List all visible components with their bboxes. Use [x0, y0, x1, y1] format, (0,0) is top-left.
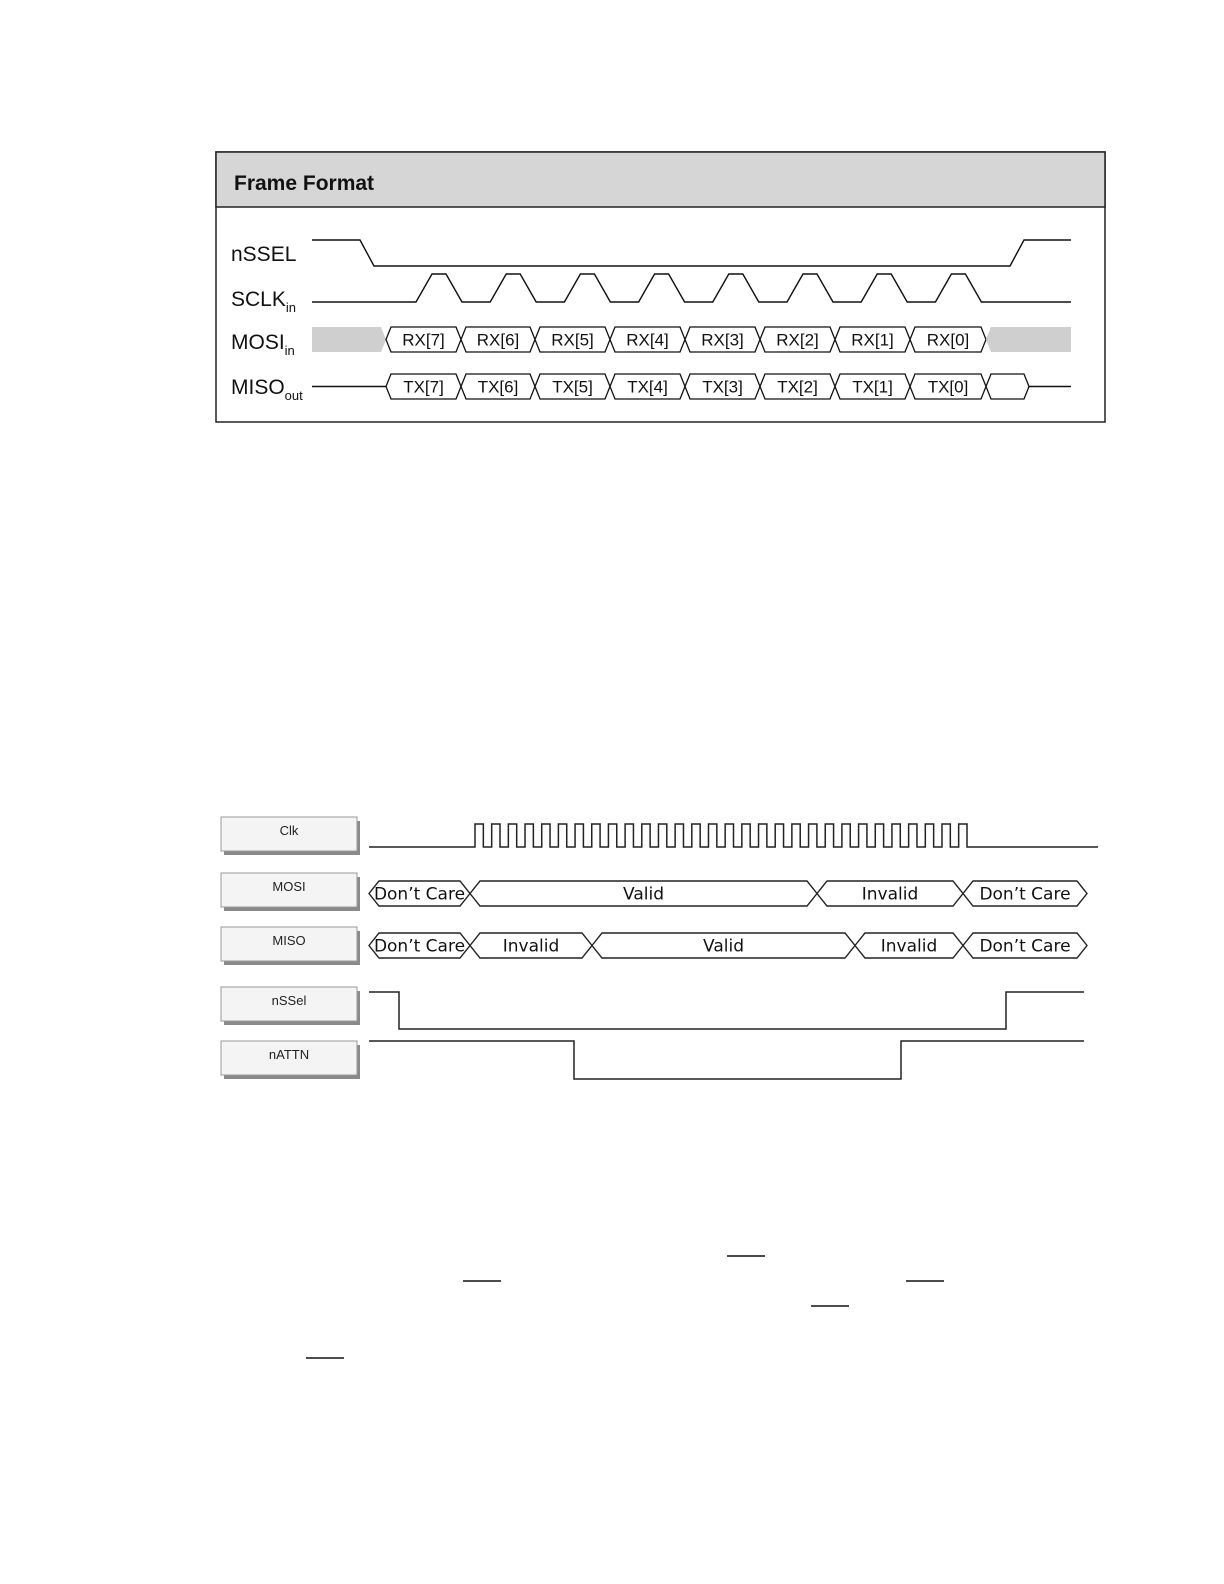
- bit-label: TX[1]: [852, 377, 893, 397]
- signal-button-label: MOSI: [272, 879, 306, 894]
- signal-button-miso: [221, 927, 360, 965]
- miso-segment-label: Invalid: [880, 936, 938, 957]
- bit-label: RX[2]: [776, 330, 819, 350]
- nattn-waveform: [369, 1041, 1084, 1079]
- signal-button-label: Clk: [279, 823, 299, 838]
- mosi-bus: [369, 881, 1087, 906]
- signal-button-label: MISO: [272, 933, 306, 948]
- clk-waveform: [369, 824, 1098, 847]
- sclk-label: $SCLK_{in}$: [231, 288, 296, 315]
- frame-format-title: Frame Format: [234, 172, 375, 195]
- signal-button-nssel: [221, 987, 360, 1025]
- bit-label: TX[4]: [627, 377, 668, 397]
- mosi-segment-label: Invalid: [861, 884, 919, 905]
- miso-bus: [312, 374, 1071, 399]
- nssel-waveform: [369, 992, 1084, 1029]
- miso-label: $MISO_{out}$: [231, 376, 303, 403]
- bit-label: RX[3]: [701, 330, 744, 350]
- miso-bus: [369, 933, 1087, 958]
- miso-segment-label: Valid: [703, 936, 744, 957]
- bit-cell-empty: [986, 374, 1029, 399]
- mosi-label: $MOSI_{in}$: [231, 331, 295, 358]
- mosi-dont-care-region: [986, 327, 1071, 352]
- bit-label: TX[5]: [552, 377, 593, 397]
- signal-button-clk: [221, 817, 360, 855]
- bit-label: TX[6]: [477, 377, 519, 397]
- signal-button-label: nATTN: [268, 1047, 310, 1062]
- bit-label: TX[7]: [403, 377, 444, 397]
- bit-label: RX[0]: [926, 330, 970, 350]
- bit-label: RX[7]: [402, 330, 445, 350]
- frame-format-figure: [216, 152, 1105, 422]
- bit-label: RX[4]: [626, 330, 669, 350]
- bit-label: TX[0]: [927, 377, 969, 397]
- signal-button-label: nSSel: [271, 993, 307, 1008]
- mosi-segment-label: Don’t Care: [979, 884, 1071, 905]
- mosi-segment-label: Don’t Care: [373, 884, 466, 905]
- bit-label: RX[5]: [551, 330, 594, 350]
- bit-label: RX[1]: [851, 330, 894, 350]
- bit-label: TX[2]: [777, 377, 818, 397]
- overline-marks: [306, 1256, 944, 1358]
- nssel-label: nSSEL: [231, 243, 297, 266]
- signal-button-mosi: [221, 873, 360, 911]
- miso-segment-label: Invalid: [502, 936, 560, 957]
- timing-diagram-figure: [221, 817, 1098, 1079]
- miso-segment-label: Don’t Care: [373, 936, 466, 957]
- miso-segment-label: Don’t Care: [979, 936, 1071, 957]
- mosi-dont-care-region: [312, 327, 381, 352]
- signal-button-nattn: [221, 1041, 360, 1079]
- bit-label: TX[3]: [702, 377, 743, 397]
- bit-label: RX[6]: [476, 330, 520, 350]
- mosi-bus: [312, 327, 1071, 352]
- mosi-segment-label: Valid: [623, 884, 664, 905]
